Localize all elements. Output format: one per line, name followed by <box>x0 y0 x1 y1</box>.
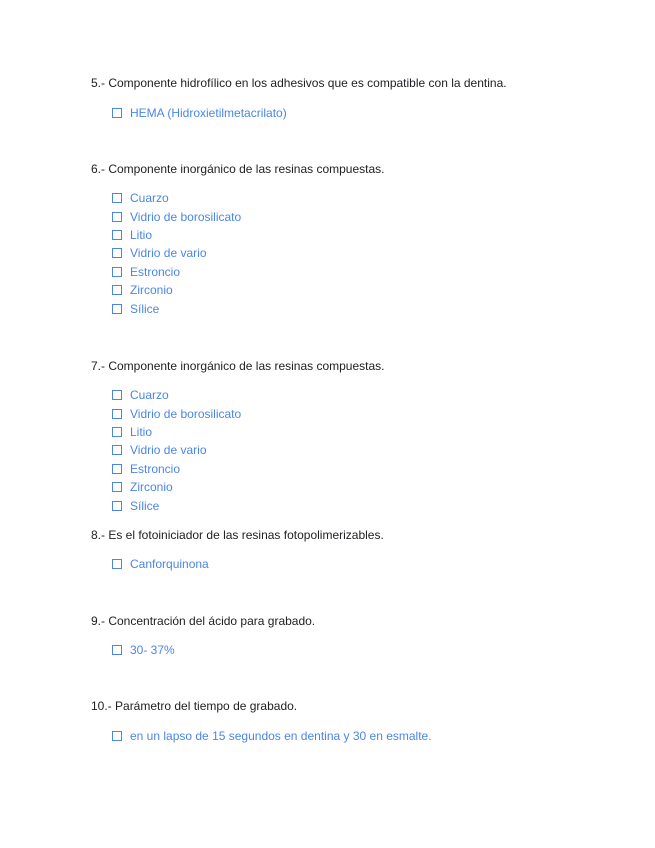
option-list <box>112 641 175 659</box>
question-text: 6.- Componente inorgánico de las resinas compuestas. <box>91 162 385 176</box>
option-label: Zirconio <box>130 283 173 298</box>
question-7 <box>91 358 631 513</box>
option-label: Vidrio de vario <box>130 246 207 261</box>
option-list <box>112 555 209 573</box>
question-9 <box>91 613 631 658</box>
option-label: Sílice <box>130 301 160 316</box>
checkbox-icon[interactable] <box>112 501 122 511</box>
option-label: HEMA (Hidroxietilmetacrilato) <box>130 106 287 121</box>
option-item[interactable] <box>112 641 175 659</box>
checkbox-icon[interactable] <box>112 409 122 419</box>
option-item[interactable] <box>112 441 241 459</box>
option-item[interactable] <box>112 727 432 745</box>
question-text: 8.- Es el fotoiniciador de las resinas fotopolimerizables. <box>91 528 384 542</box>
checkbox-icon[interactable] <box>112 267 122 277</box>
option-item[interactable] <box>112 423 241 441</box>
checkbox-icon[interactable] <box>112 304 122 314</box>
option-item[interactable] <box>112 244 241 262</box>
option-item[interactable] <box>112 226 241 244</box>
question-10 <box>91 698 631 744</box>
option-item[interactable] <box>112 496 241 514</box>
option-label: Litio <box>130 227 153 242</box>
option-label: Vidrio de vario <box>130 443 207 458</box>
question-8 <box>91 527 631 572</box>
option-label: Zirconio <box>130 480 173 495</box>
option-item[interactable] <box>112 263 241 281</box>
option-label: Vidrio de borosilicato <box>130 406 242 421</box>
checkbox-icon[interactable] <box>112 482 122 492</box>
checkbox-icon[interactable] <box>112 212 122 222</box>
option-label: Canforquinona <box>130 557 209 572</box>
option-item[interactable] <box>112 555 209 573</box>
question-6 <box>91 161 631 316</box>
checkbox-icon[interactable] <box>112 731 122 741</box>
option-label: Vidrio de borosilicato <box>130 209 242 224</box>
checkbox-icon[interactable] <box>112 645 122 655</box>
option-list <box>112 727 432 745</box>
checkbox-icon[interactable] <box>112 427 122 437</box>
checkbox-icon[interactable] <box>112 559 122 569</box>
option-item[interactable] <box>112 460 241 478</box>
checkbox-icon[interactable] <box>112 445 122 455</box>
checkbox-icon[interactable] <box>112 230 122 240</box>
option-label: Cuarzo <box>130 191 169 206</box>
question-text: 9.- Concentración del ácido para grabado. <box>91 614 316 628</box>
checkbox-icon[interactable] <box>112 464 122 474</box>
checkbox-icon[interactable] <box>112 285 122 295</box>
option-item[interactable] <box>112 189 241 207</box>
checkbox-icon[interactable] <box>112 390 122 400</box>
option-list <box>112 104 287 122</box>
option-item[interactable] <box>112 104 287 122</box>
option-label: Sílice <box>130 498 160 513</box>
option-label: Litio <box>130 424 153 439</box>
option-label: Estroncio <box>130 461 181 476</box>
option-list <box>112 386 241 515</box>
option-label: Cuarzo <box>130 388 169 403</box>
question-5 <box>91 75 631 121</box>
option-item[interactable] <box>112 281 241 299</box>
option-label: Estroncio <box>130 264 181 279</box>
question-text: 5.- Componente hidrofílico en los adhesivos que es compatible con la dentina. <box>91 76 507 90</box>
option-label: 30- 37% <box>130 643 175 658</box>
checkbox-icon[interactable] <box>112 108 122 118</box>
option-label: en un lapso de 15 segundos en dentina y 30 en esmalte. <box>130 729 432 744</box>
option-item[interactable] <box>112 404 241 422</box>
question-text: 10.- Parámetro del tiempo de grabado. <box>91 699 298 713</box>
checkbox-icon[interactable] <box>112 248 122 258</box>
option-item[interactable] <box>112 478 241 496</box>
checkbox-icon[interactable] <box>112 193 122 203</box>
option-list <box>112 189 241 318</box>
option-item[interactable] <box>112 299 241 317</box>
option-item[interactable] <box>112 386 241 404</box>
option-item[interactable] <box>112 207 241 225</box>
question-text: 7.- Componente inorgánico de las resinas compuestas. <box>91 359 385 373</box>
